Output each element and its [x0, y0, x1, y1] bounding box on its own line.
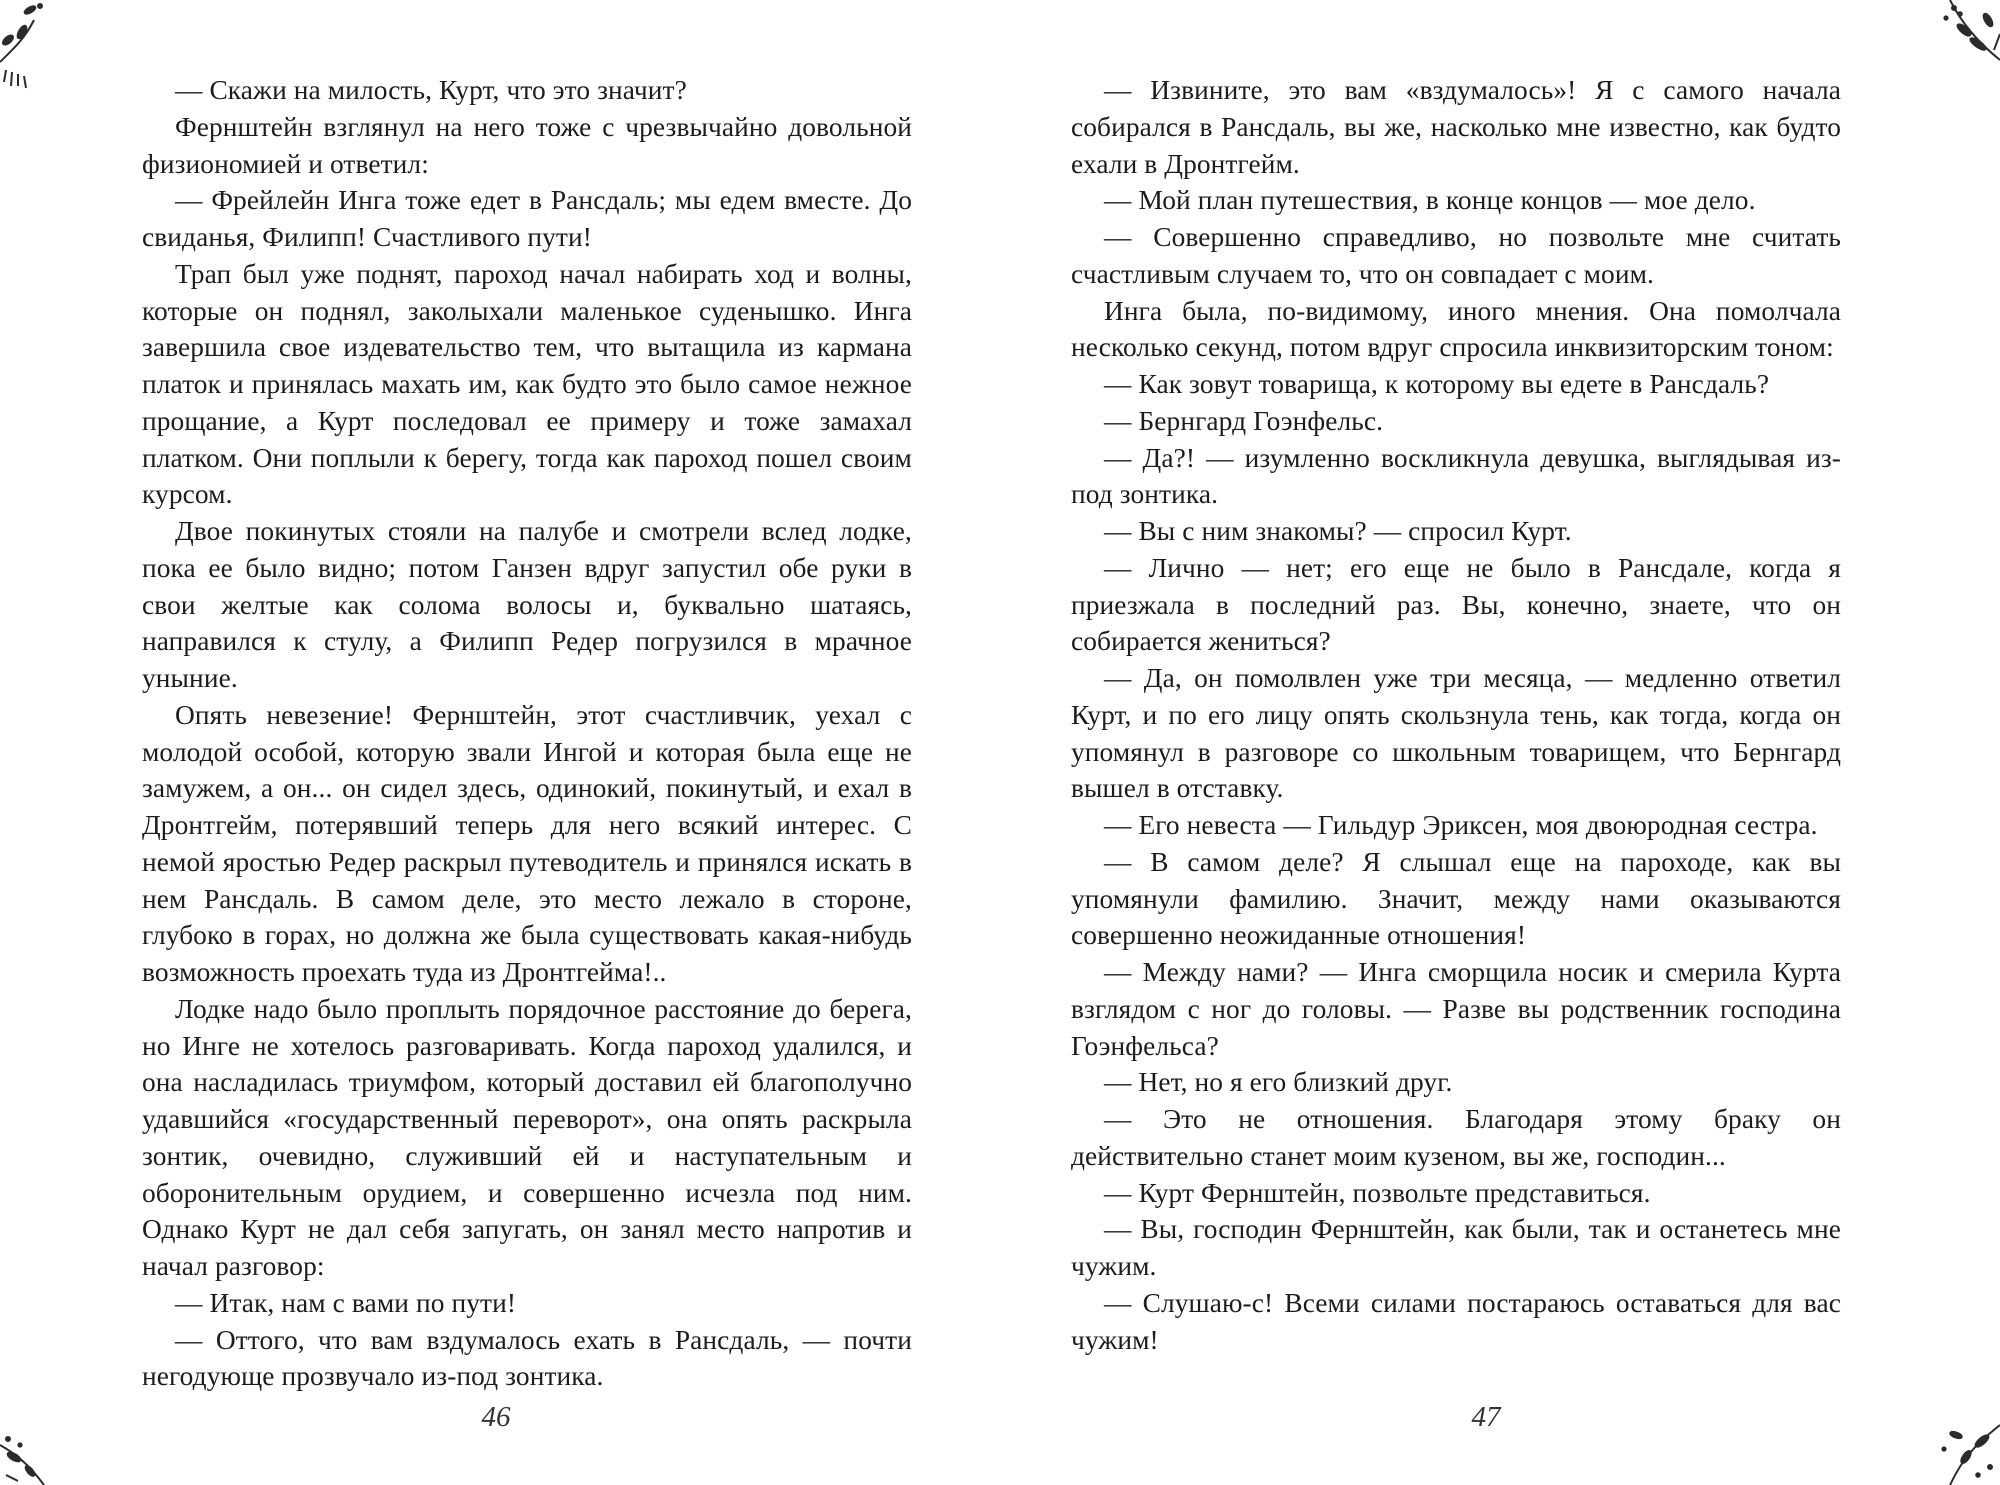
floral-sprig-icon	[1920, 1375, 2000, 1485]
paragraph: — Лично — нет; его еще не было в Рансдале, когда я приезжала в последний раз. Вы, конечно, знаете, что он собирается жениться?	[1071, 552, 1841, 657]
paragraph: — Итак, нам с вами по пути!	[175, 1287, 517, 1318]
paragraph: Трап был уже поднят, пароход начал набирать ход и волны, которые он поднял, заколыхали маленькое суденышко. Инга завершила свое издевательство тем, что вытащила из кармана платок и принялась махать им, как будто это было самое нежное прощание, а Курт последовал ее примеру и тоже замахал платком. Они поплыли к берегу, тогда как пароход пошел своим курсом.	[142, 258, 912, 510]
paragraph: — Мой план путешествия, в конце концов — мое дело.	[1104, 185, 1756, 216]
paragraph: — Скажи на милость, Курт, что это значит?	[175, 75, 687, 105]
floral-sprig-icon	[0, 1375, 80, 1485]
left-page-text	[142, 72, 912, 1395]
paragraph: — Его невеста — Гильдур Эриксен, моя двоюродная сестра.	[1104, 810, 1818, 840]
paragraph: Опять невезение! Фернштейн, этот счастливчик, уехал с молодой особой, которую звали Ингой и которая была еще не замужем, а он... он сидел здесь, одинокий, покинутый, и ехал в Дронтгейм, потерявший теперь для него всякий интерес. С немой яростью Редер раскрыл путеводитель и принялся искать в нем Рансдаль. В самом деле, это место лежало в стороне, глубоко в горах, но должна же была существовать какая-нибудь возможность проехать туда из Дронтгейма!..	[142, 699, 912, 987]
paragraph: — Бернгард Гоэнфельс.	[1104, 405, 1384, 436]
paragraph: — Совершенно справедливо, но позвольте мне считать счастливым случаем то, что он совпадает с моим.	[1071, 222, 1841, 289]
page-number-left: 46	[481, 1401, 511, 1433]
paragraph: — Вы с ним знакомы? — спросил Курт.	[1104, 516, 1572, 546]
paragraph: — Фрейлейн Инга тоже едет в Рансдаль; мы едем вместе. До свиданья, Филипп! Счастливого пути!	[142, 185, 912, 252]
paragraph: — Слушаю-с! Всеми силами постараюсь оставаться для вас чужим!	[1071, 1287, 1841, 1355]
paragraph: — Оттого, что вам вздумалось ехать в Рансдаль, — почти негодующе прозвучало из-под зонтика.	[142, 1324, 912, 1392]
paragraph: — Да, он помолвлен уже три месяца, — медленно ответил Курт, и по его лицу опять скользнула тень, как тогда, когда он упомянул в разговоре со школьным товарищем, что Бернгард вышел в отставку.	[1071, 663, 1841, 804]
right-page	[1071, 72, 1841, 1382]
paragraph: — Курт Фернштейн, позвольте представиться.	[1104, 1177, 1651, 1208]
paragraph: — Как зовут товарища, к которому вы едете в Рансдаль?	[1104, 369, 1770, 399]
floral-sprig-icon	[0, 0, 80, 110]
paragraph: Фернштейн взглянул на него тоже с чрезвычайно довольной физиономией и ответил:	[142, 111, 912, 179]
page-number-right: 47	[1471, 1401, 1501, 1433]
paragraph: — Это не отношения. Благодаря этому браку он действительно станет моим кузеном, вы же, господин...	[1071, 1104, 1841, 1171]
paragraph: Двое покинутых стояли на палубе и смотрели вслед лодке, пока ее было видно; потом Ганзен вдруг запустил обе руки в свои желтые как солома волосы и, буквально шатаясь, направился к стулу, а Филипп Редер погрузился в мрачное уныние.	[142, 516, 912, 693]
paragraph: — Между нами? — Инга сморщила носик и смерила Курта взглядом с ног до головы. — Разве вы родственник господина Гоэнфельса?	[1071, 957, 1841, 1061]
right-page-text	[1071, 72, 1841, 1358]
paragraph: Инга была, по-видимому, иного мнения. Она помолчала несколько секунд, потом вдруг спросила инквизиторским тоном:	[1071, 295, 1841, 363]
left-page	[142, 72, 912, 1392]
paragraph: — Вы, господин Фернштейн, как были, так и останетесь мне чужим.	[1071, 1214, 1841, 1281]
floral-sprig-icon	[1920, 0, 2000, 110]
paragraph: Лодке надо было проплыть порядочное расстояние до берега, но Инге не хотелось разговаривать. Когда пароход удалился, и она насладилась триумфом, который доставил ей благополучно удавшийся «государственный переворот», она опять раскрыла зонтик, очевидно, служивший ей и наступательным и оборонительным орудием, и совершенно исчезла под ним. Однако Курт не дал себя запугать, он занял место напротив и начал разговор:	[142, 993, 912, 1281]
paragraph: — Извините, это вам «вздумалось»! Я с самого начала собирался в Рансдаль, вы же, насколько мне известно, как будто ехали в Дронтгейм.	[1071, 75, 1841, 179]
paragraph: — Да?! — изумленно воскликнула девушка, выглядывая из-под зонтика.	[1071, 442, 1841, 510]
paragraph: — В самом деле? Я слышал еще на пароходе, как вы упомянули фамилию. Значит, между нами оказываются совершенно неожиданные отношения!	[1071, 846, 1841, 951]
paragraph: — Нет, но я его близкий друг.	[1104, 1067, 1453, 1098]
